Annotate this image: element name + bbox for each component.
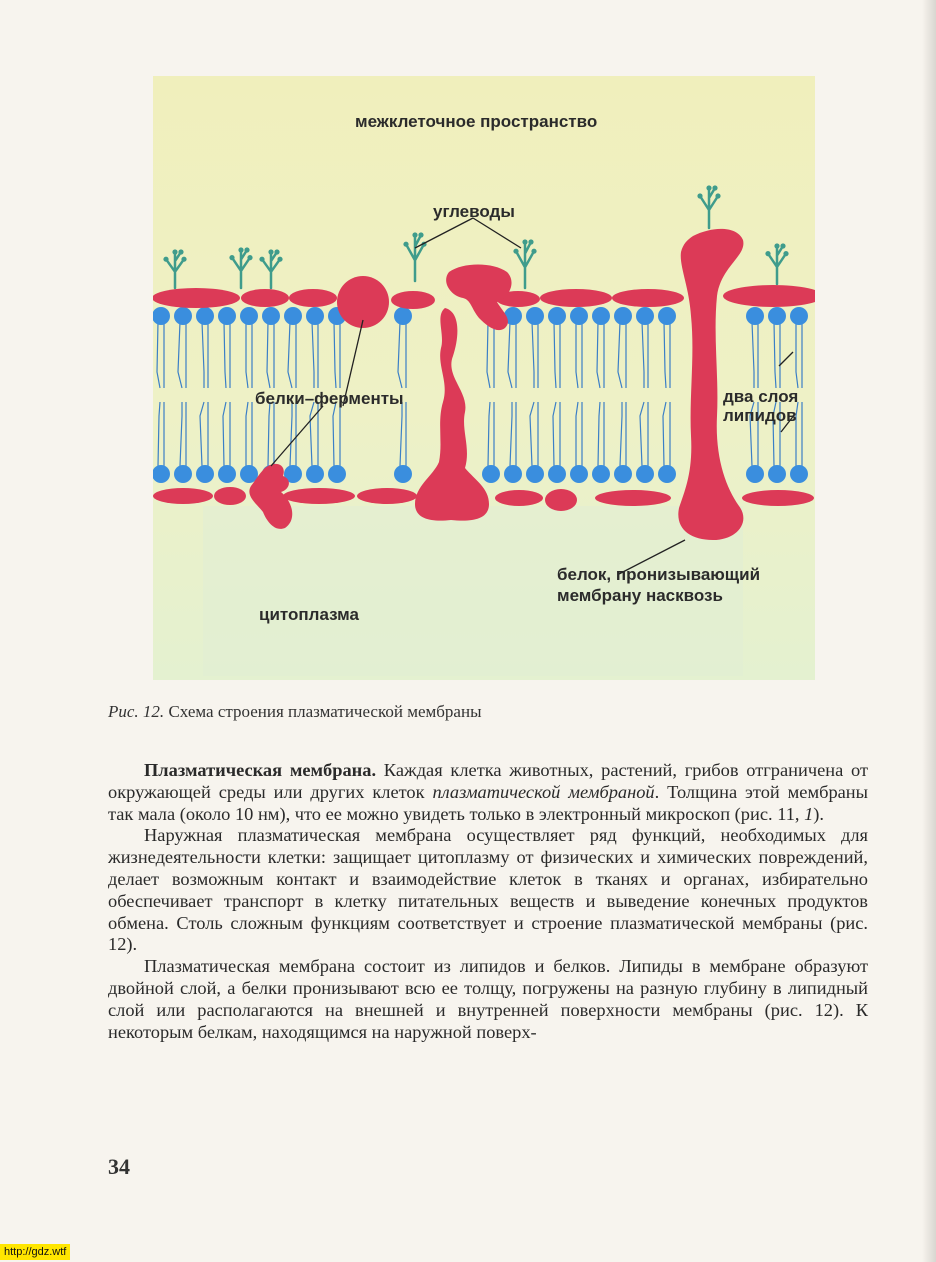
- carbohydrate-unit: [418, 232, 423, 237]
- lipid-head: [328, 465, 346, 483]
- label-carbohydrates: углеводы: [433, 202, 515, 221]
- lipid-head: [548, 465, 566, 483]
- label-transmembrane-line1: белок, пронизывающий: [557, 565, 761, 584]
- carbohydrate-unit: [513, 249, 518, 254]
- caption-prefix: Рис. 12.: [108, 702, 165, 721]
- lipid-head: [790, 465, 808, 483]
- carbohydrate-unit: [712, 185, 717, 190]
- peripheral-protein-inner: [357, 488, 417, 504]
- peripheral-protein-inner: [495, 490, 543, 506]
- lipid-head: [658, 307, 676, 325]
- lipid-head: [658, 465, 676, 483]
- carbohydrate-unit: [412, 232, 417, 237]
- paragraph-1-text-c: ).: [813, 803, 825, 824]
- carbohydrate-unit: [178, 249, 183, 254]
- lipid-head: [174, 307, 192, 325]
- lipid-head: [570, 465, 588, 483]
- paragraph-1: [108, 760, 868, 825]
- lipid-head: [174, 465, 192, 483]
- lipid-head: [548, 307, 566, 325]
- lipid-head: [614, 307, 632, 325]
- lipid-head: [218, 307, 236, 325]
- membrane-figure: [153, 76, 815, 680]
- lipid-head: [306, 465, 324, 483]
- carbohydrate-unit: [774, 243, 779, 248]
- lipid-head: [570, 307, 588, 325]
- lipid-head: [526, 465, 544, 483]
- lipid-head: [790, 307, 808, 325]
- lipid-head: [240, 307, 258, 325]
- paragraph-1-text-b: . Толщина этой мембраны так мала (около 10 нм), что ее можно увидеть только в электронный микроскоп (рис. 11,: [108, 781, 868, 824]
- lipid-head: [196, 465, 214, 483]
- carbohydrate-unit: [229, 255, 234, 260]
- lipid-head: [218, 465, 236, 483]
- lipid-head: [504, 465, 522, 483]
- term-italic: плазматической мембраной: [432, 781, 655, 802]
- label-transmembrane-line2: мембрану насквозь: [557, 586, 723, 605]
- peripheral-protein-inner: [742, 490, 814, 506]
- lipid-head: [746, 465, 764, 483]
- peripheral-protein-inner: [595, 490, 671, 506]
- lipid-head: [482, 465, 500, 483]
- peripheral-protein-outer: [289, 289, 337, 307]
- lipid-head: [262, 307, 280, 325]
- lipid-head: [636, 465, 654, 483]
- peripheral-protein-outer: [153, 288, 240, 308]
- lipid-head: [592, 465, 610, 483]
- lipid-head: [284, 307, 302, 325]
- label-lipid-layers-line2: липидов: [723, 406, 797, 425]
- label-lipid-layers-line1: два слоя: [723, 387, 799, 406]
- carbohydrate-unit: [715, 193, 720, 198]
- label-extracellular-space: межклеточное пространство: [355, 112, 598, 131]
- lipid-head: [768, 307, 786, 325]
- lipid-head: [768, 465, 786, 483]
- lipid-head: [526, 307, 544, 325]
- body-text: [108, 760, 868, 1043]
- lipid-head: [636, 307, 654, 325]
- paragraph-3: Плазматическая мембрана состоит из липидов и белков. Липиды в мембране образуют двойной слой, а белки пронизывают всю ее толщу, погружены на разную глубину в липидный слой или располагаются на внешней и внутренней поверхности мембраны (рис. 12). К некоторым белкам, находящимся на наружной поверх-: [108, 956, 868, 1042]
- carbohydrate-unit: [259, 257, 264, 262]
- lipid-head: [394, 465, 412, 483]
- carbohydrate-unit: [163, 257, 168, 262]
- lipid-head: [592, 307, 610, 325]
- carbohydrate-unit: [528, 239, 533, 244]
- label-transmembrane-protein: [557, 564, 760, 606]
- carbohydrate-unit: [247, 255, 252, 260]
- peripheral-protein-outer: [241, 289, 289, 307]
- lipid-head: [746, 307, 764, 325]
- carbohydrate-unit: [172, 249, 177, 254]
- peripheral-protein-inner: [283, 488, 355, 504]
- lipid-head: [394, 307, 412, 325]
- peripheral-protein-inner: [214, 487, 246, 505]
- carbohydrate-unit: [244, 247, 249, 252]
- carbohydrate-unit: [531, 249, 536, 254]
- carbohydrate-unit: [277, 257, 282, 262]
- lipid-head: [306, 307, 324, 325]
- label-lipid-layers: [723, 387, 798, 425]
- carbohydrate-unit: [783, 251, 788, 256]
- carbohydrate-unit: [403, 242, 408, 247]
- lipid-head: [614, 465, 632, 483]
- figure-caption: [108, 702, 482, 722]
- carbohydrate-unit: [181, 257, 186, 262]
- carbohydrate-unit: [697, 193, 702, 198]
- peripheral-protein-outer: [612, 289, 684, 307]
- carbohydrate-unit: [706, 185, 711, 190]
- figure-ref: 1: [804, 803, 814, 824]
- carbohydrate-unit: [522, 239, 527, 244]
- peripheral-protein-outer: [391, 291, 435, 309]
- label-cytoplasm: цитоплазма: [259, 605, 359, 624]
- page-edge-shadow: [922, 0, 936, 1262]
- carbohydrate-unit: [268, 249, 273, 254]
- paragraph-2: Наружная плазматическая мембрана осуществляет ряд функций, необходимых для жизнедеятельности клетки: защищает цитоплазму от физических и химических повреждений, делает возможным контакт и взаимодействие клеток в тканях и органах, избирательно обеспечивает транспорт в клетку питательных веществ и выведение конечных продуктов обмена. Столь сложным функциям соответствует и строение плазматической мембраны (рис. 12).: [108, 825, 868, 955]
- carbohydrate-unit: [238, 247, 243, 252]
- carbohydrate-unit: [780, 243, 785, 248]
- peripheral-protein-inner: [153, 488, 213, 504]
- page-number: 34: [108, 1154, 130, 1179]
- carbohydrate-unit: [765, 251, 770, 256]
- peripheral-protein-inner: [545, 489, 577, 511]
- caption-text: Схема строения плазматической мембраны: [168, 702, 482, 721]
- lipid-head: [196, 307, 214, 325]
- peripheral-protein-outer: [540, 289, 612, 307]
- label-enzyme-proteins: белки–ферменты: [255, 389, 404, 408]
- watermark-link[interactable]: http://gdz.wtf: [0, 1244, 70, 1260]
- term-plasma-membrane: Плазматическая мембрана.: [144, 760, 377, 780]
- paragraph-1-text-a: Каждая клетка животных, растений, грибов отграничена от окружающей среды или других клеток: [108, 760, 869, 802]
- carbohydrate-unit: [274, 249, 279, 254]
